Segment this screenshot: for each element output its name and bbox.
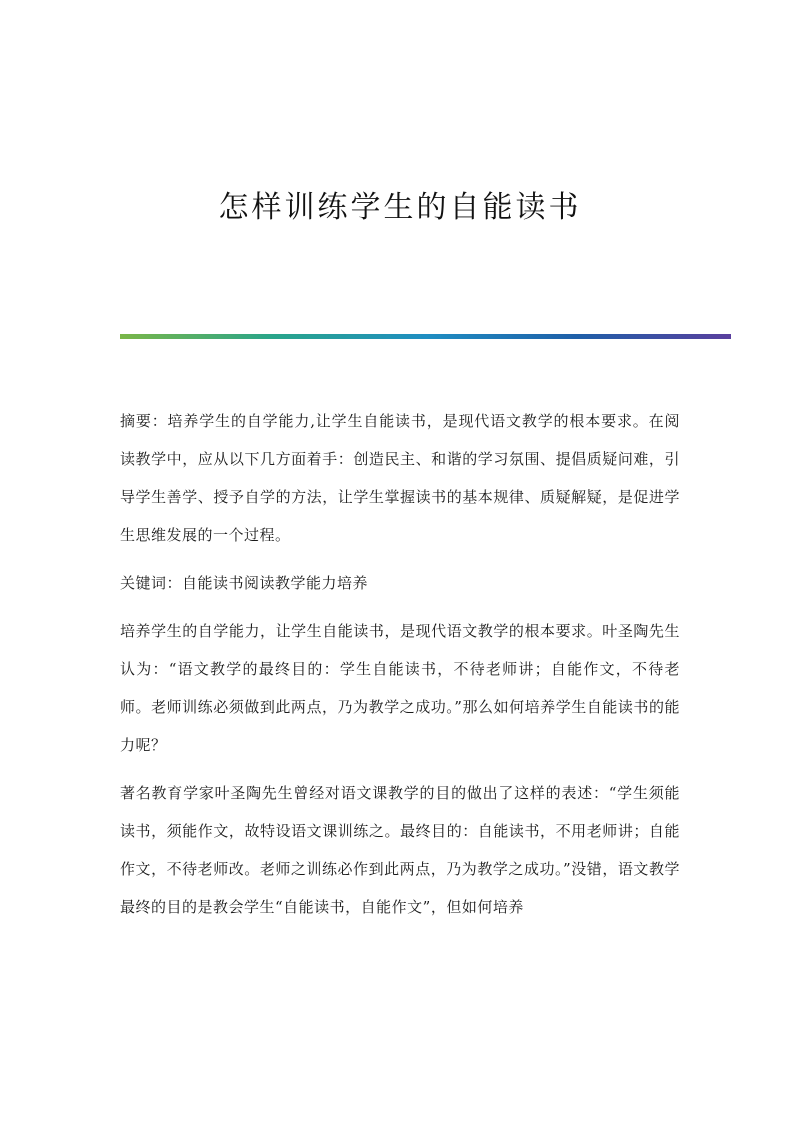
abstract-paragraph: 摘要：培养学生的自学能力,让学生自能读书，是现代语文教学的根本要求。在阅读教学中，应从以下几方面着手：创造民主、和谐的学习氛围、提倡质疑问难，引导学生善学、授予自学的方法，让学生掌握读书的基本规律、质疑解疑，是促进学生思维发展的一个过程。 bbox=[120, 412, 680, 544]
title-divider bbox=[120, 334, 731, 339]
body-paragraph-2: 著名教育学家叶圣陶先生曾经对语文课教学的目的做出了这样的表述：“学生须能读书，须能作文，故特设语文课训练之。最终目的：自能读书，不用老师讲；自能作文，不待老师改。老师之训练必作到此两点，乃为教学之成功。”没错，语文教学最终的目的是教会学生“自能读书，自能作文”，但如何培养 bbox=[120, 784, 680, 916]
keywords-line: 关键词：自能读书阅读教学能力培养 bbox=[120, 574, 369, 592]
body-paragraph-1: 培养学生的自学能力，让学生自能读书，是现代语文教学的根本要求。叶圣陶先生认为：“语文教学的最终目的：学生自能读书，不待老师讲；自能作文，不待老师。老师训练必须做到此两点，乃为教学之成功。”那么如何培养学生自能读书的能力呢？ bbox=[120, 622, 680, 754]
document-body bbox=[120, 402, 680, 936]
page-title: 怎样训练学生的自能读书 bbox=[218, 190, 582, 225]
